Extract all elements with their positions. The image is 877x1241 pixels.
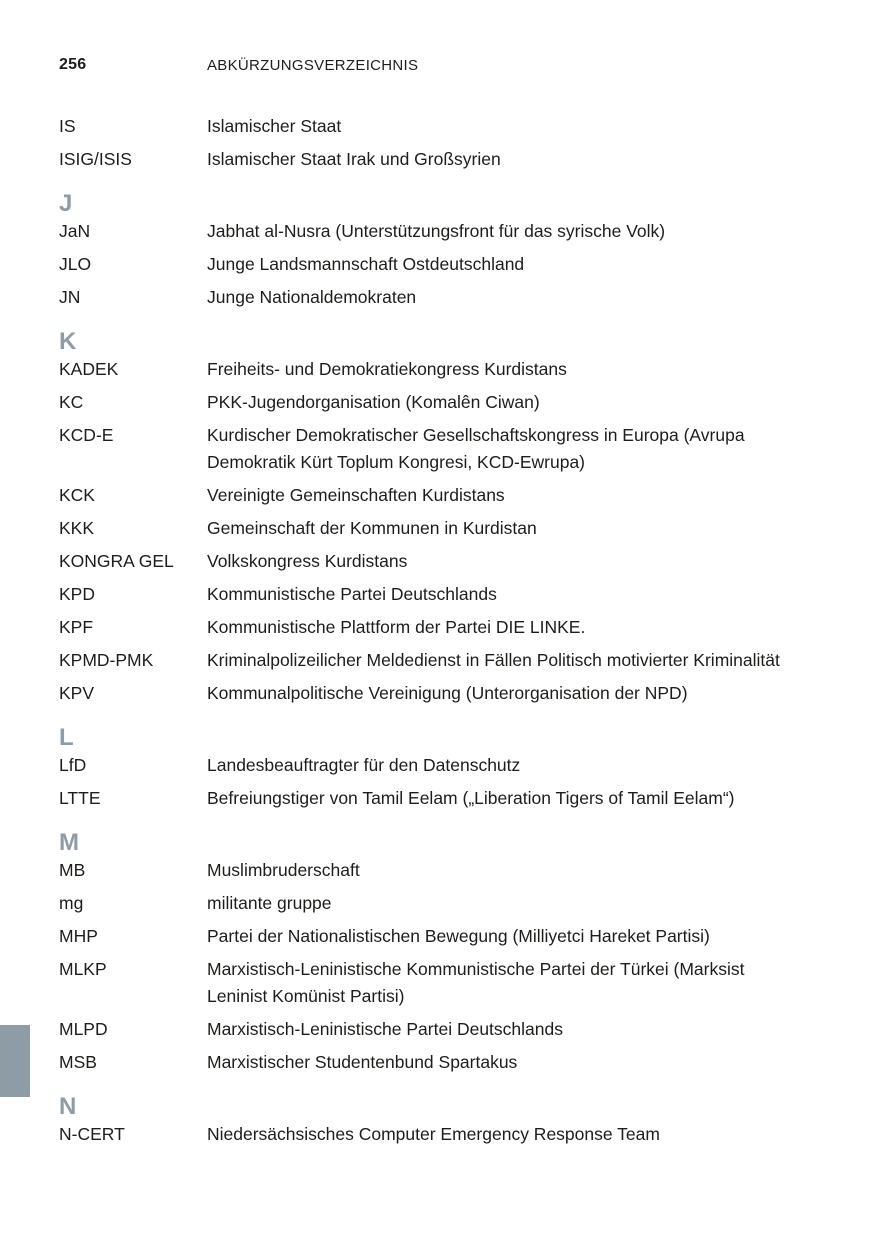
abbreviation-definition: Befreiungstiger von Tamil Eelam („Liberation Tigers of Tamil Eelam“): [207, 788, 735, 808]
abbreviation-definition: Freiheits- und Demokratiekongress Kurdistans: [207, 359, 567, 379]
abbreviation-entry: [59, 1016, 799, 1043]
page-number: 256: [59, 56, 87, 73]
abbreviation-entry: [59, 1121, 799, 1148]
abbreviation-term: JN: [59, 287, 81, 307]
abbreviation-term: MHP: [59, 926, 98, 946]
thumb-index-tab: [0, 1025, 30, 1097]
abbreviation-definition: Vereinigte Gemeinschaften Kurdistans: [207, 485, 505, 505]
abbreviation-definition: Marxistisch-Leninistische Partei Deutschlands: [207, 1019, 563, 1039]
abbreviation-entry: [59, 146, 799, 173]
section-letter-heading: N: [59, 1093, 77, 1120]
section-letter-heading: J: [59, 190, 73, 217]
abbreviation-definition: militante gruppe: [207, 893, 332, 913]
abbreviation-term: KC: [59, 392, 84, 412]
abbreviation-entry: [59, 113, 799, 140]
abbreviation-entry: [59, 890, 799, 917]
abbreviation-definition: Marxistischer Studentenbund Spartakus: [207, 1052, 518, 1072]
abbreviation-entry: [59, 548, 799, 575]
abbreviation-entry: [59, 956, 799, 1010]
abbreviation-definition: Niedersächsisches Computer Emergency Response Team: [207, 1124, 660, 1144]
abbreviation-entry: [59, 614, 799, 641]
abbreviation-entry: [59, 284, 799, 311]
abbreviation-term: KPD: [59, 584, 95, 604]
abbreviation-definition: Junge Nationaldemokraten: [207, 287, 417, 307]
abbreviation-definition: PKK-Jugendorganisation (Komalên Ciwan): [207, 392, 540, 412]
abbreviation-entry: [59, 581, 799, 608]
abbreviation-term: KCK: [59, 485, 95, 505]
abbreviation-entry: [59, 752, 799, 779]
abbreviation-entry: [59, 785, 799, 812]
abbreviation-definition: Gemeinschaft der Kommunen in Kurdistan: [207, 518, 537, 538]
abbreviation-entry: [59, 389, 799, 416]
abbreviation-term: KCD-E: [59, 425, 114, 445]
abbreviation-definition: Kurdischer Demokratischer Gesellschaftskongress in Europa (Avrupa Demokratik Kürt Toplum Kongresi, KCD-Ewrupa): [207, 425, 745, 472]
abbreviation-list: [59, 113, 799, 1154]
section-letter-heading: K: [59, 328, 77, 355]
abbreviation-term: KADEK: [59, 359, 119, 379]
abbreviation-definition: Islamischer Staat: [207, 116, 342, 136]
abbreviation-entry: [59, 647, 799, 674]
abbreviation-definition: Kommunistische Plattform der Partei DIE LINKE.: [207, 617, 586, 637]
abbreviation-definition: Jabhat al-Nusra (Unterstützungsfront für das syrische Volk): [207, 221, 666, 241]
abbreviation-term: JaN: [59, 221, 91, 241]
abbreviation-term: MLPD: [59, 1019, 108, 1039]
abbreviation-entry: [59, 680, 799, 707]
abbreviation-entry: [59, 356, 799, 383]
abbreviation-entry: [59, 482, 799, 509]
abbreviation-term: MB: [59, 860, 86, 880]
running-head: ABKÜRZUNGSVERZEICHNIS: [207, 57, 419, 74]
abbreviation-term: IS: [59, 116, 76, 136]
abbreviation-term: KPMD-PMK: [59, 650, 154, 670]
abbreviation-definition: Muslimbruderschaft: [207, 860, 360, 880]
abbreviation-term: LTTE: [59, 788, 101, 808]
abbreviation-term: mg: [59, 893, 84, 913]
abbreviation-entry: [59, 422, 799, 476]
abbreviation-term: KPF: [59, 617, 94, 637]
abbreviation-term: MLKP: [59, 959, 107, 979]
abbreviation-definition: Marxistisch-Leninistische Kommunistische Partei der Türkei (Marksist Leninist Komünist Partisi): [207, 959, 745, 1006]
abbreviation-definition: Kommunalpolitische Vereinigung (Unterorganisation der NPD): [207, 683, 688, 703]
abbreviation-entry: [59, 857, 799, 884]
abbreviation-definition: Landesbeauftragter für den Datenschutz: [207, 755, 521, 775]
abbreviation-term: N-CERT: [59, 1124, 125, 1144]
abbreviation-term: JLO: [59, 254, 92, 274]
abbreviation-definition: Islamischer Staat Irak und Großsyrien: [207, 149, 501, 169]
abbreviation-definition: Volkskongress Kurdistans: [207, 551, 408, 571]
section-letter-heading: L: [59, 724, 74, 751]
abbreviation-entry: [59, 218, 799, 245]
abbreviation-definition: Kriminalpolizeilicher Meldedienst in Fällen Politisch motivierter Kriminalität: [207, 650, 780, 670]
abbreviation-entry: [59, 923, 799, 950]
abbreviation-term: LfD: [59, 755, 87, 775]
abbreviation-entry: [59, 1049, 799, 1076]
abbreviation-entry: [59, 515, 799, 542]
section-letter-heading: M: [59, 829, 79, 856]
abbreviation-term: MSB: [59, 1052, 97, 1072]
abbreviation-term: KKK: [59, 518, 95, 538]
abbreviation-term: KONGRA GEL: [59, 551, 174, 571]
abbreviation-entry: [59, 251, 799, 278]
abbreviation-definition: Junge Landsmannschaft Ostdeutschland: [207, 254, 525, 274]
abbreviation-term: ISIG/ISIS: [59, 149, 132, 169]
abbreviation-term: KPV: [59, 683, 95, 703]
abbreviation-definition: Partei der Nationalistischen Bewegung (Milliyetci Hareket Partisi): [207, 926, 710, 946]
abbreviation-definition: Kommunistische Partei Deutschlands: [207, 584, 497, 604]
